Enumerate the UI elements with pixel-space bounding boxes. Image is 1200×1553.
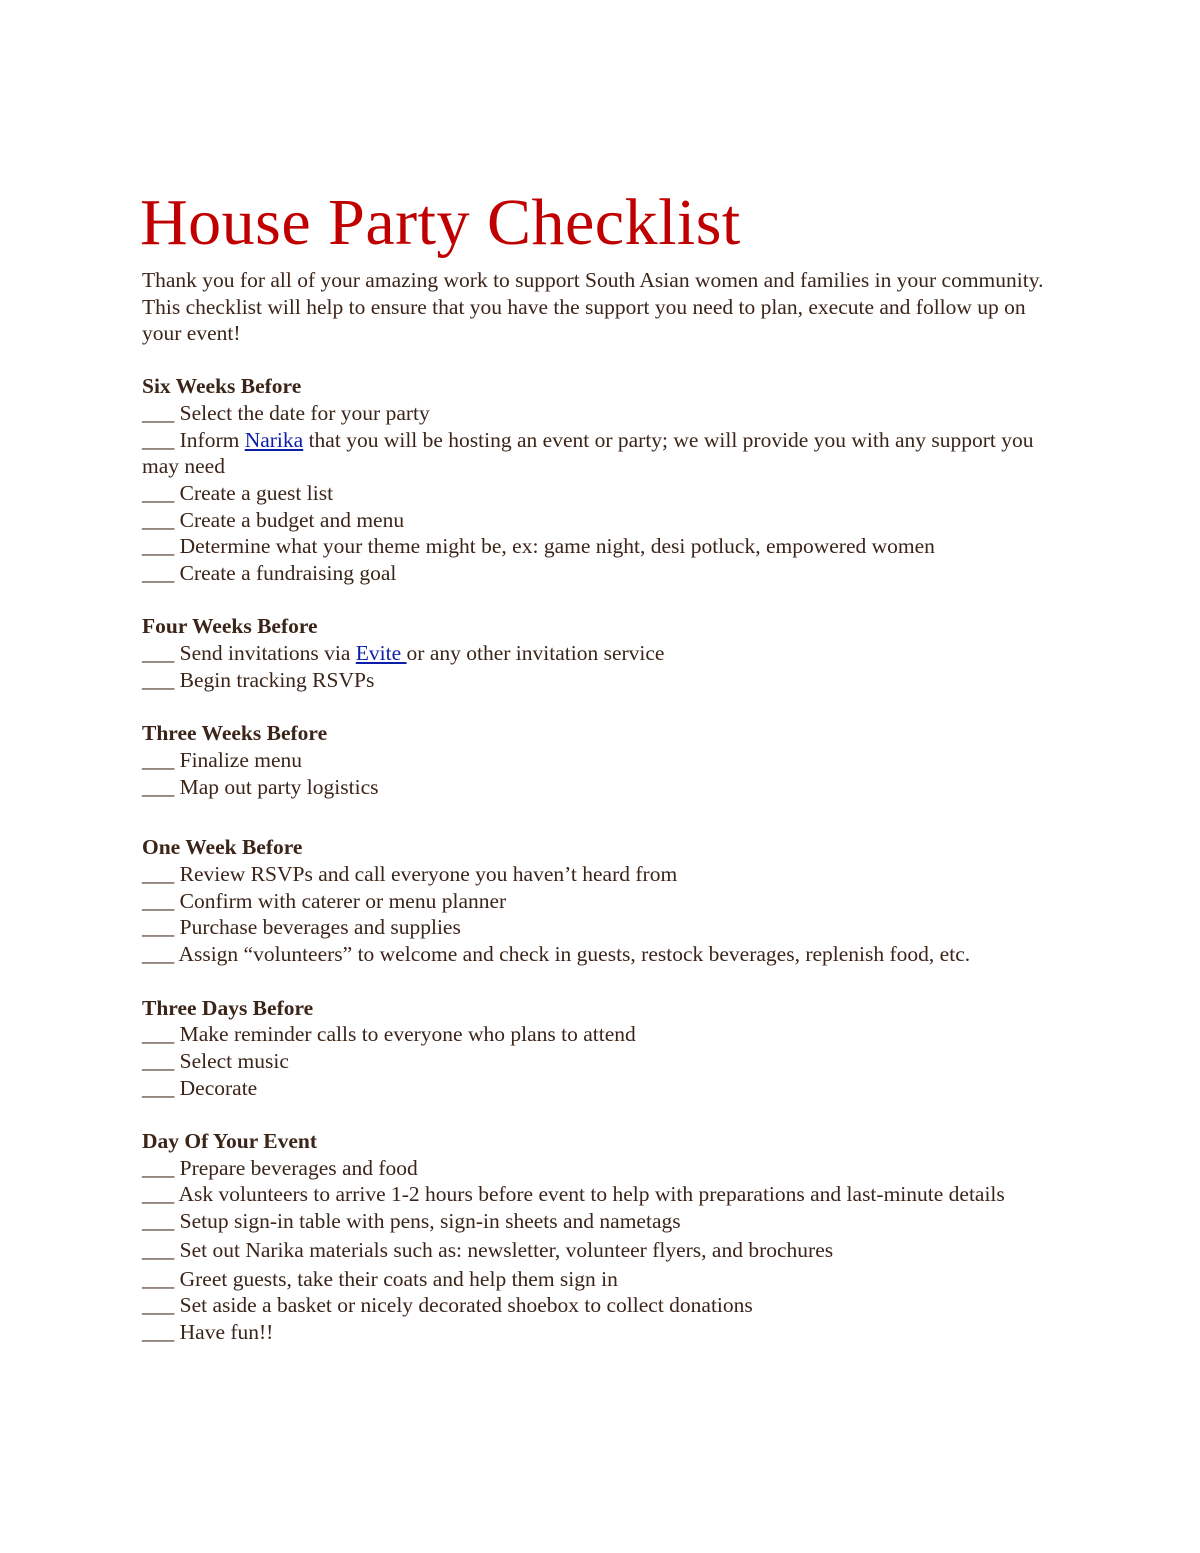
item-text: Begin tracking RSVPs — [179, 667, 375, 692]
checklist-item — [142, 1266, 1052, 1293]
item-text: Prepare beverages and food — [179, 1155, 418, 1180]
checklist-item — [142, 400, 1052, 427]
item-text: Review RSVPs and call everyone you haven’t heard from — [179, 862, 678, 887]
checklist-item — [142, 1048, 1052, 1075]
checklist-item — [142, 640, 1052, 667]
section-heading: One Week Before — [142, 835, 303, 860]
item-text: Greet guests, take their coats and help them sign in — [179, 1266, 618, 1291]
checklist-item — [142, 774, 1052, 801]
document-page — [142, 185, 1052, 1372]
page-title: House Party Checklist — [140, 186, 741, 259]
intro-paragraph: Thank you for all of your amazing work to support South Asian women and families in your community. This checklist will help to ensure that you have the support you need to plan, execute and follow up on your event! — [142, 268, 1044, 346]
item-text: Set aside a basket or nicely decorated shoebox to collect donations — [179, 1293, 753, 1318]
item-text: Inform — [179, 427, 245, 452]
checkbox-blank: ___ — [142, 667, 175, 692]
item-text: or any other invitation service — [406, 641, 665, 666]
checkbox-blank: ___ — [142, 942, 175, 967]
checklist-item — [142, 914, 1052, 941]
checklist-item — [142, 480, 1052, 507]
checkbox-blank: ___ — [142, 1237, 175, 1262]
item-text: that you will be hosting an event or party; we will provide you with any support you may need — [142, 427, 1034, 479]
checklist-item — [142, 747, 1052, 774]
checkbox-blank: ___ — [142, 534, 175, 559]
checklist-item — [142, 1292, 1052, 1319]
item-text: Have fun!! — [179, 1319, 274, 1344]
checkbox-blank: ___ — [142, 1075, 175, 1100]
checklist-item — [142, 861, 1052, 888]
item-text: Decorate — [179, 1075, 258, 1100]
section-three-days — [142, 995, 1052, 1102]
checkbox-blank: ___ — [142, 1319, 175, 1344]
checklist-item — [142, 1021, 1052, 1048]
section-heading: Four Weeks Before — [142, 614, 318, 639]
item-text: Make reminder calls to everyone who plans to attend — [179, 1022, 636, 1047]
section-heading: Six Weeks Before — [142, 374, 302, 399]
section-four-weeks — [142, 613, 1052, 693]
checklist-item — [142, 1181, 1052, 1208]
checkbox-blank: ___ — [142, 1022, 175, 1047]
item-text: Set out Narika materials such as: newsletter, volunteer flyers, and brochures — [179, 1237, 834, 1262]
item-text: Assign “volunteers” to welcome and check in guests, restock beverages, replenish food, etc. — [178, 942, 971, 967]
checklist-item — [142, 1208, 1052, 1235]
checklist-item — [142, 941, 1052, 968]
item-text: Purchase beverages and supplies — [179, 915, 461, 940]
section-six-weeks — [142, 373, 1052, 587]
evite-link[interactable]: Evite — [355, 641, 407, 666]
checkbox-blank: ___ — [142, 507, 175, 532]
checkbox-blank: ___ — [142, 561, 175, 586]
checklist-item — [142, 507, 1052, 534]
item-text: Select music — [179, 1048, 289, 1073]
checklist-item — [142, 427, 1052, 480]
checkbox-blank: ___ — [142, 888, 175, 913]
section-heading: Three Weeks Before — [142, 721, 328, 746]
checklist-item — [142, 1237, 1052, 1264]
checkbox-blank: ___ — [142, 400, 175, 425]
item-text: Determine what your theme might be, ex: game night, desi potluck, empowered women — [179, 534, 935, 559]
section-day-of — [142, 1128, 1052, 1346]
item-text: Map out party logistics — [179, 774, 379, 799]
checkbox-blank: ___ — [142, 915, 175, 940]
checkbox-blank: ___ — [142, 1182, 175, 1207]
item-text: Create a guest list — [179, 480, 334, 505]
item-text: Setup sign-in table with pens, sign-in sheets and nametags — [179, 1209, 681, 1234]
checklist-item — [142, 667, 1052, 694]
checkbox-blank: ___ — [142, 1209, 175, 1234]
checkbox-blank: ___ — [142, 1048, 175, 1073]
section-one-week — [142, 834, 1052, 968]
checklist-item — [142, 1155, 1052, 1182]
checkbox-blank: ___ — [142, 747, 175, 772]
checkbox-blank: ___ — [142, 427, 175, 452]
item-text: Send invitations via — [179, 641, 356, 666]
item-text: Select the date for your party — [179, 400, 430, 425]
checkbox-blank: ___ — [142, 641, 175, 666]
checklist-item — [142, 560, 1052, 587]
item-text: Create a budget and menu — [179, 507, 405, 532]
section-heading: Three Days Before — [142, 995, 314, 1020]
checkbox-blank: ___ — [142, 480, 175, 505]
section-heading: Day Of Your Event — [142, 1129, 317, 1154]
checkbox-blank: ___ — [142, 1266, 175, 1291]
item-text: Finalize menu — [179, 747, 303, 772]
item-text: Confirm with caterer or menu planner — [179, 888, 507, 913]
narika-link[interactable]: Narika — [244, 427, 304, 452]
checkbox-blank: ___ — [142, 1293, 175, 1318]
section-three-weeks — [142, 720, 1052, 800]
checklist-item — [142, 888, 1052, 915]
checkbox-blank: ___ — [142, 862, 175, 887]
checklist-item — [142, 533, 1052, 560]
checklist-item — [142, 1075, 1052, 1102]
checkbox-blank: ___ — [142, 774, 175, 799]
checkbox-blank: ___ — [142, 1155, 175, 1180]
item-text: Create a fundraising goal — [179, 561, 397, 586]
item-text: Ask volunteers to arrive 1-2 hours before event to help with preparations and last-minute details — [178, 1182, 1005, 1207]
checklist-item — [142, 1319, 1052, 1346]
